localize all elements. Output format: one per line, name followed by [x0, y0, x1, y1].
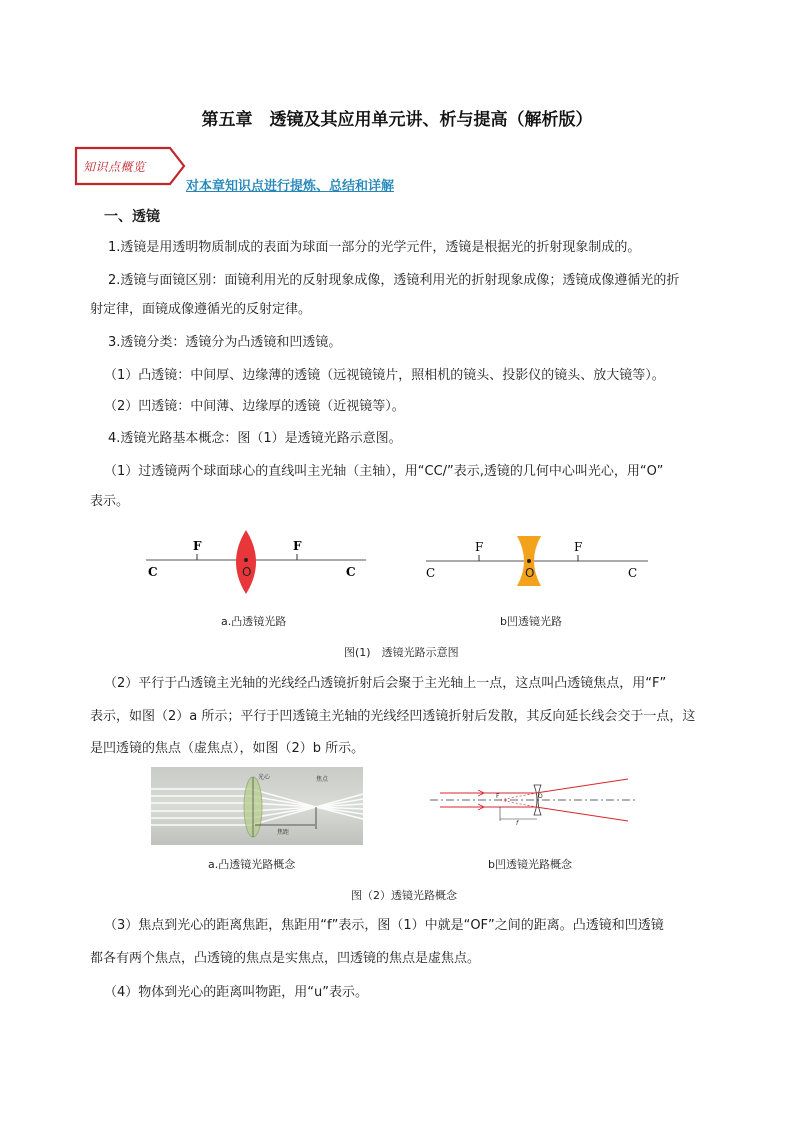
- figure1-caption: 图(1) 透镜光路示意图: [344, 646, 459, 659]
- caption-convex-concept: a.凸透镜光路概念: [208, 858, 296, 871]
- caption-concave-concept: b凹透镜光路概念: [488, 858, 572, 871]
- label-o: O: [242, 565, 252, 579]
- paragraph-focal-length-line2: 都各有两个焦点，凸透镜的焦点是实焦点，凹透镜的焦点是虚焦点。: [90, 951, 481, 966]
- figure2-caption: 图（2）透镜光路概念: [351, 889, 457, 902]
- paragraph-7-line1: （1）过透镜两个球面球心的直线叫主光轴（主轴），用“CC/”表示,透镜的几何中心叫光心，用“O”: [104, 464, 664, 479]
- convex-lens-diagram: [140, 528, 372, 600]
- paragraph-1: 1.透镜是用透明物质制成的表面为球面一部分的光学元件，透镜是根据光的折射现象制成的。: [108, 240, 641, 255]
- label-c-right: C: [346, 565, 356, 579]
- label-f-right: F: [293, 539, 302, 553]
- paragraph-object-distance: （4）物体到光心的距离叫物距，用“u”表示。: [104, 985, 368, 1000]
- knowledge-overview-badge: [74, 146, 186, 186]
- label-optical-center-o: O: [538, 793, 543, 800]
- paragraph-focus-line3: 是凹透镜的焦点（虚焦点），如图（2）b 所示。: [90, 741, 365, 756]
- paragraph-5: （2）凹透镜：中间薄、边缘厚的透镜（近视镜等）。: [104, 399, 405, 414]
- label-o: O: [525, 566, 535, 580]
- paragraph-4: （1）凸透镜：中间厚、边缘薄的透镜（远视镜镜片，照相机的镜头、投影仪的镜头、放大镜等）。: [104, 368, 665, 383]
- paragraph-focus-line1: （2）平行于凸透镜主光轴的光线经凸透镜折射后会聚于主光轴上一点，这点叫凸透镜焦点，用“F”: [104, 676, 667, 691]
- section-heading-lens: 一、透镜: [104, 209, 160, 225]
- paragraph-6: 4.透镜光路基本概念：图（1）是透镜光路示意图。: [108, 431, 402, 446]
- label-optical-center: 光心: [258, 774, 271, 781]
- paragraph-focal-length-line1: （3）焦点到光心的距离焦距，焦距用“f”表示，图（1）中就是“OF”之间的距离。凸透镜和凹透镜: [104, 918, 664, 933]
- paragraph-3: 3.透镜分类：透镜分为凸透镜和凹透镜。: [108, 335, 342, 350]
- label-f-left: F: [193, 539, 202, 553]
- label-c-left: C: [426, 566, 436, 580]
- concave-lens-diagram: [420, 534, 652, 590]
- label-c-right: C: [628, 566, 638, 580]
- concave-ray-diagram: [428, 777, 640, 827]
- paragraph-2-line1: 2.透镜与面镜区别：面镜利用光的反射现象成像，透镜利用光的折射现象成像；透镜成像遵循光的折: [108, 273, 680, 288]
- paragraph-7-line2: 表示。: [90, 494, 130, 509]
- label-focal-length: 焦距: [277, 829, 290, 836]
- caption-concave-path: b凹透镜光路: [500, 615, 562, 628]
- page-title: 第五章 透镜及其应用单元讲、析与提高（解析版）: [201, 110, 593, 130]
- paragraph-2-line2: 射定律，面镜成像遵循光的反射定律。: [90, 302, 312, 317]
- paragraph-focus-line2: 表示，如图（2）a 所示；平行于凹透镜主光轴的光线经凹透镜折射后发散，其反向延长线会交于一点，这: [90, 709, 696, 724]
- label-focus-f: F: [496, 793, 500, 800]
- label-c-left: C: [148, 565, 158, 579]
- section-summary-link[interactable]: 对本章知识点进行提炼、总结和详解: [186, 179, 395, 194]
- label-focus: 焦点: [316, 776, 329, 783]
- label-focal-length-f: f: [516, 820, 519, 827]
- caption-convex-path: a.凸透镜光路: [221, 615, 287, 628]
- convex-lens-photo: [151, 767, 363, 845]
- label-f-right: F: [574, 540, 583, 554]
- label-f-left: F: [475, 540, 484, 554]
- badge-label: 知识点概览: [83, 160, 146, 174]
